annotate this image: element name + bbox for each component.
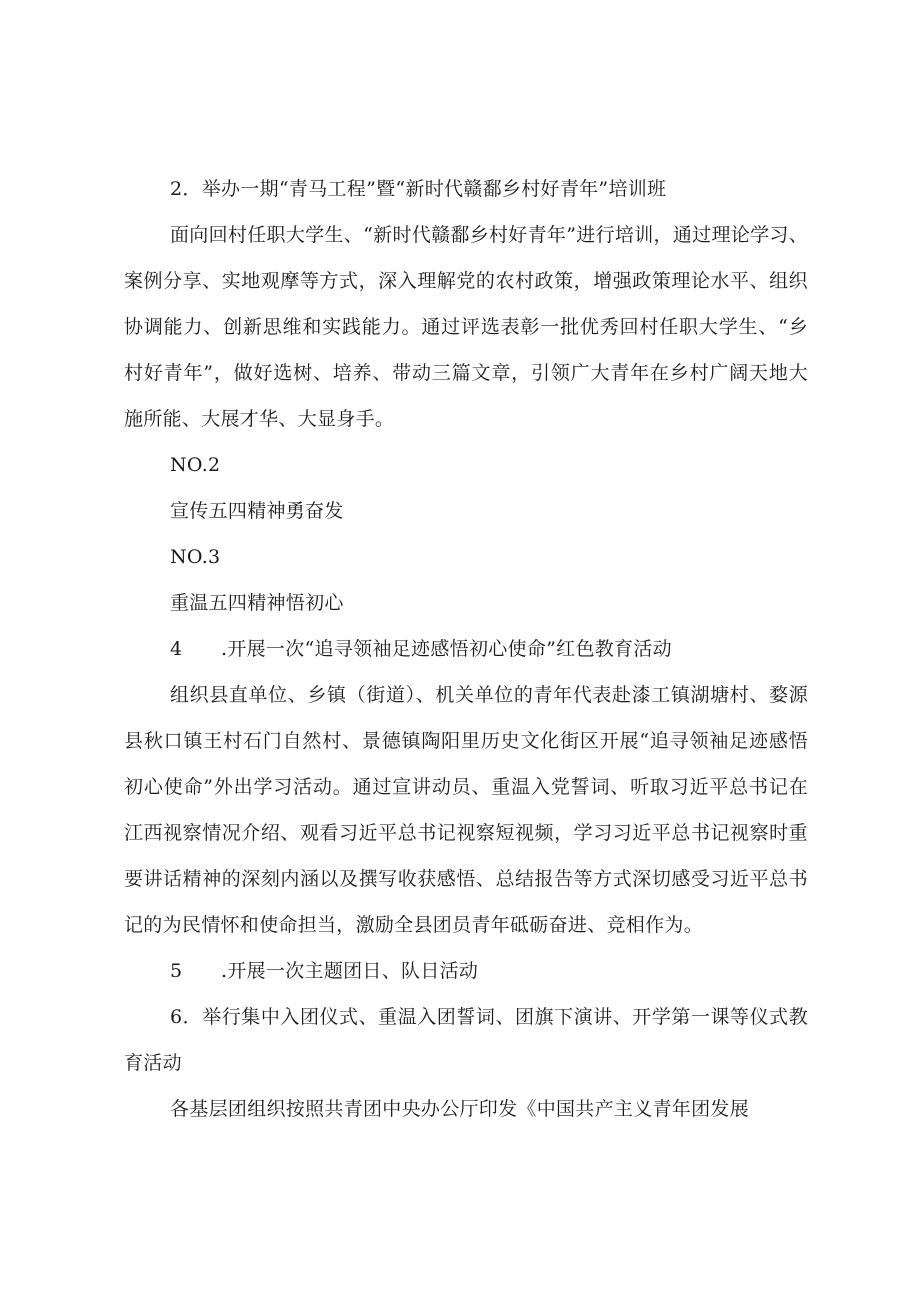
body-paragraph-1: 面向回村任职大学生、“新时代赣鄱乡村好青年”进行培训，通过理论学习、案例分享、实地观摩等方式，深入理解党的农村政策，增强政策理论水平、组织协调能力、创新思维和实践能力。通过评选表彰一批优秀回村任职大学生、“乡村好青年”，做好选树、培养、带动三篇文章，引领广大青年在乡村广阔天地大施所能、大展才华、大显身手。 [124,224,808,430]
body-paragraph-2: 组织县直单位、乡镇（街道）、机关单位的青年代表赴漆工镇湖塘村、婺源县秋口镇王村石门自然村、景德镇陶阳里历史文化街区开展“追寻领袖足迹感悟初心使命”外出学习活动。通过宣讲动员、重温入党誓词、听取习近平总书记在江西视察情况介绍、观看习近平总书记视察短视频，学习习近平总书记视察时重要讲话精神的深刻内涵以及撰写收获感悟、总结报告等方式深切感受习近平总书记的为民情怀和使命担当，激励全县团员青年砥砺奋进、竞相作为。 [124,684,808,936]
heading-item-5: 5 .开展一次主题团日、队日活动 [170,960,479,982]
section-number-3: NO.3 [170,546,221,568]
document-body [124,166,808,1132]
section-number-2: NO.2 [170,454,221,476]
heading-item-6: 6．举行集中入团仪式、重温入团誓词、团旗下演讲、开学第一课等仪式教育活动 [124,1006,808,1074]
heading-item-2: 2．举办一期“青马工程”暨“新时代赣鄱乡村好青年”培训班 [170,178,667,200]
body-paragraph-3: 各基层团组织按照共青团中央办公厅印发《中国共产主义青年团发展 [170,1098,750,1120]
section-title-2: 宣传五四精神勇奋发 [170,500,344,522]
heading-item-4: 4 .开展一次“追寻领袖足迹感悟初心使命”红色教育活动 [170,638,672,660]
section-title-3: 重温五四精神悟初心 [170,592,344,614]
